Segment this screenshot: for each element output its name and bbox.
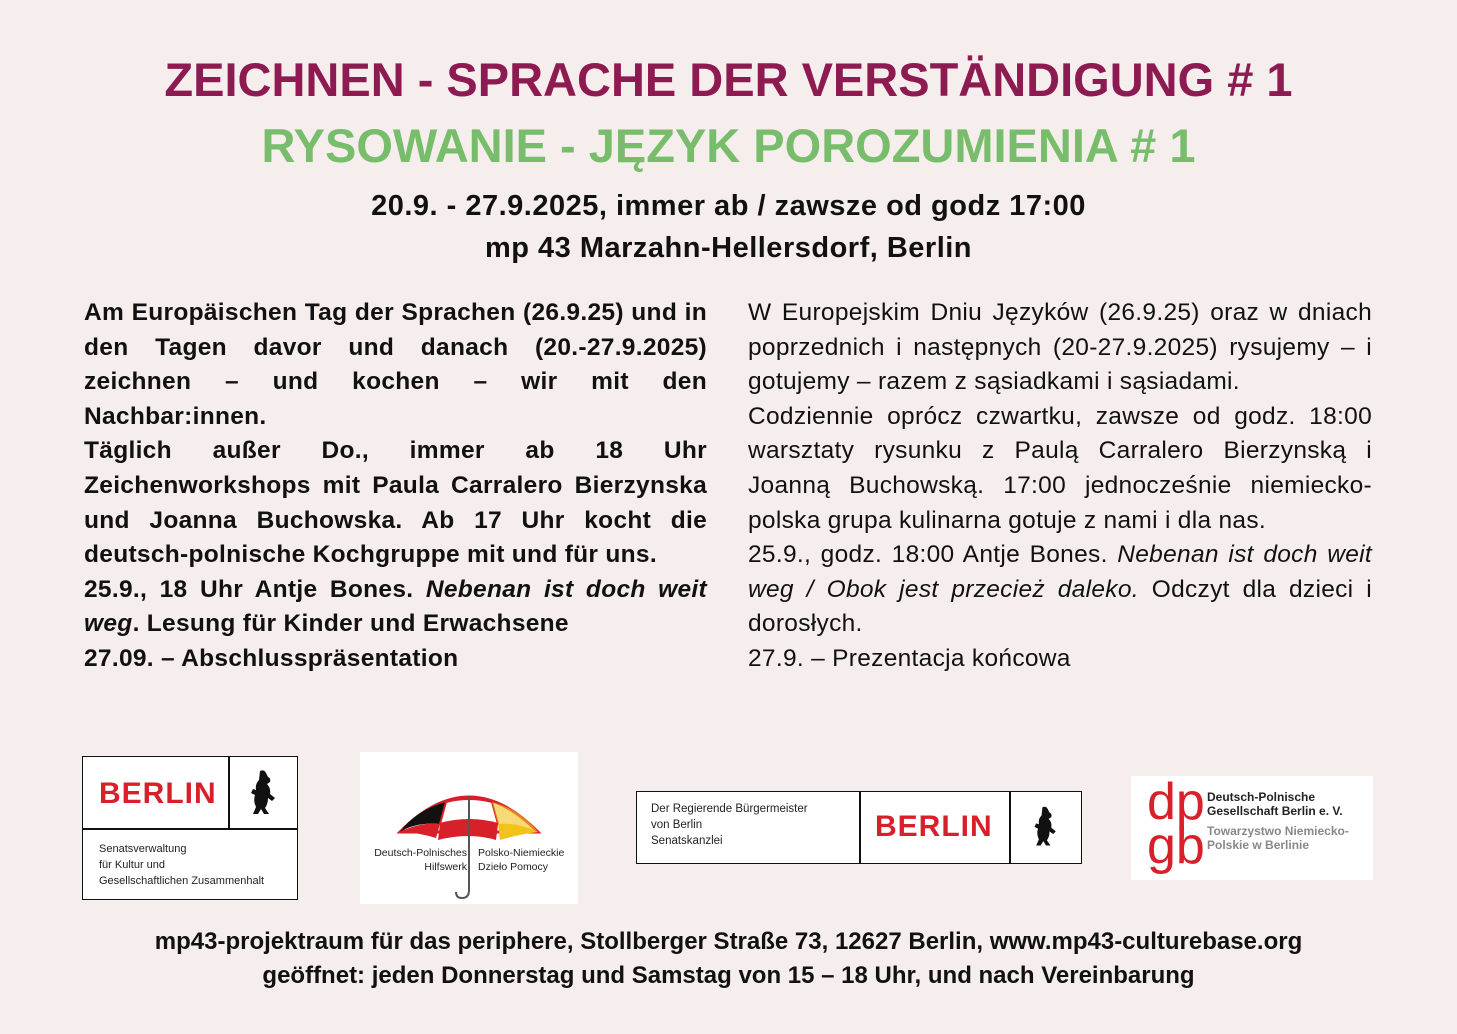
hilfswerk-label-de (372, 846, 467, 874)
dpgb-de-line2: Gesellschaft Berlin e. V. (1207, 804, 1343, 818)
senatskanzlei-line1: Der Regierende Bürgermeister (651, 803, 808, 815)
dpgb-pl-line2: Polskie w Berlinie (1207, 838, 1310, 852)
dpgb-name-pl (1207, 824, 1349, 852)
german-reading-desc: . Lesung für Kinder und Erwachsene (132, 610, 569, 638)
senatskanzlei-logo (636, 791, 1082, 864)
umbrella-icon (396, 782, 542, 902)
polish-paragraph-workshops: Codziennie oprócz czwartku, zawsze od godz. 18:00 warsztaty rysunku z Paulą Carralero Bierzynską i Joanną Buchowską. 17:00 jednocześnie niemiecko-polska grupa kulinarna gotuje z nami i dla nas. (748, 402, 1372, 534)
senat-line3: Gesellschaftlichen Zusammenhalt (99, 875, 265, 887)
senat-kultur-logo (82, 756, 298, 900)
senatskanzlei-line2: von Berlin (651, 819, 703, 831)
dpgb-name-de (1207, 790, 1343, 818)
hilfswerk-de-line1: Deutsch-Polnisches (374, 847, 467, 859)
senatskanzlei-line3: Senatskanzlei (651, 835, 723, 847)
hilfswerk-pl-line2: Dzieło Pomocy (478, 861, 549, 873)
german-reading-title: Nebenan ist doch weit weg (84, 575, 708, 638)
hilfswerk-logo (360, 752, 578, 904)
senatskanzlei-caption (651, 801, 808, 849)
dpgb-mark-bottom: gb (1147, 817, 1205, 875)
logo-divider (228, 757, 230, 828)
polish-paragraph-final: 27.9. – Prezentacja końcowa (748, 644, 1071, 672)
hilfswerk-de-line2: Hilfswerk (424, 861, 467, 873)
senat-caption (99, 841, 264, 889)
german-reading-date: 25.9., 18 Uhr Antje Bones. (84, 575, 426, 603)
event-venue: mp 43 Marzahn-Hellersdorf, Berlin (484, 232, 973, 264)
hilfswerk-label-pl (478, 846, 573, 874)
polish-paragraph-intro: W Europejskim Dniu Języków (26.9.25) oraz w dniach poprzednich i następnych (20-27.9.2025) rysujemy – i gotujemy – razem z sąsiadkami i sąsiadami. (748, 299, 1372, 396)
senat-line2: für Kultur und (99, 859, 166, 871)
logo-divider (83, 828, 297, 830)
footer-address: mp43-projektraum für das periphere, Stollberger Straße 73, 12627 Berlin, www.mp43-culturebase.org (154, 928, 1303, 955)
title-polish: RYSOWANIE - JĘZYK POROZUMIENIA # 1 (261, 119, 1196, 172)
berlin-wordmark: BERLIN (875, 810, 993, 843)
german-paragraph-final: 27.09. – Abschlusspräsentation (84, 644, 459, 672)
polish-reading-title: Nebenan ist doch weit weg / Obok jest przecież daleko. (748, 541, 1372, 603)
dpgb-mark (1147, 773, 1205, 875)
dpgb-de-line1: Deutsch-Polnische (1207, 790, 1316, 804)
german-paragraph-intro: Am Europäischen Tag der Sprachen (26.9.25) und in den Tagen davor und danach (20.-27.9.2025) zeichnen – und kochen – wir mit den Nachbar:innen. (84, 299, 707, 430)
german-column (84, 296, 707, 677)
event-dates: 20.9. - 27.9.2025, immer ab / zawsze od godz 17:00 (371, 190, 1086, 222)
logo-divider (859, 792, 861, 863)
logo-divider (1009, 792, 1011, 863)
polish-reading-date: 25.9., godz. 18:00 Antje Bones. (748, 541, 1118, 569)
german-paragraph-workshops: Täglich außer Do., immer ab 18 Uhr Zeichenworkshops mit Paula Carralero Bierzynska und Joanna Buchowska. Ab 17 Uhr kocht die deutsch-polnische Kochgruppe mit und für uns. (84, 437, 707, 569)
title-german: ZEICHNEN - SPRACHE DER VERSTÄNDIGUNG # 1 (164, 53, 1293, 106)
polish-reading-desc: Odczyt dla dzieci i dorosłych. (748, 575, 1372, 638)
german-paragraph-reading (84, 573, 707, 642)
senat-line1: Senatsverwaltung (99, 843, 187, 855)
berlin-wordmark: BERLIN (99, 777, 217, 810)
dpgb-pl-line1: Towarzystwo Niemiecko- (1207, 824, 1349, 838)
dpgb-mark-top: dp (1147, 773, 1205, 831)
dpgb-logo (1131, 773, 1373, 880)
polish-column (748, 296, 1372, 677)
footer-opening-hours: geöffnet: jeden Donnerstag und Samstag von 15 – 18 Uhr, und nach Vereinbarung (262, 962, 1195, 989)
berlin-bear-icon (246, 769, 282, 815)
berlin-bear-icon (1030, 804, 1062, 848)
polish-paragraph-reading (748, 538, 1372, 642)
hilfswerk-pl-line1: Polsko-Niemieckie (478, 847, 565, 859)
